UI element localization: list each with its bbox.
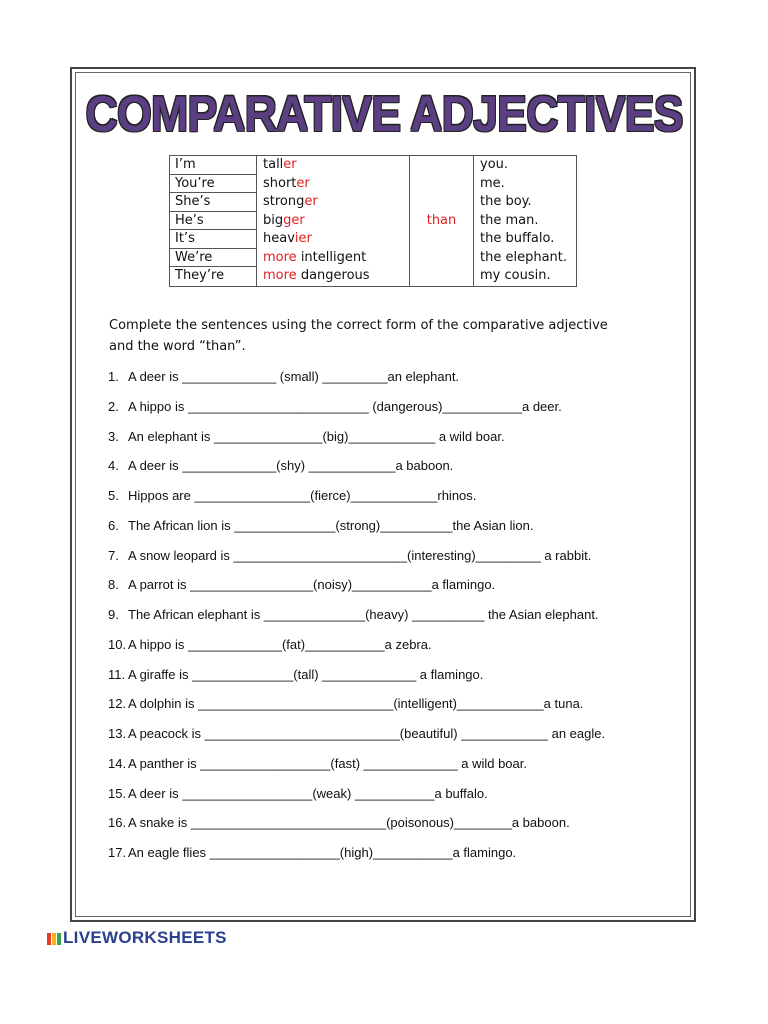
exercise-number: 17. <box>108 845 127 860</box>
object-cell: me. <box>480 175 505 191</box>
exercise-item[interactable] <box>108 753 605 783</box>
exercise-sentence: A parrot is _________________(noisy)___________a flamingo. <box>128 577 496 593</box>
exercise-number: 5. <box>108 488 119 503</box>
exercise-sentence: A dolphin is ___________________________(intelligent)____________a tuna. <box>128 696 584 712</box>
adjective-base: big <box>263 212 284 228</box>
exercise-item[interactable] <box>108 426 605 456</box>
exercise-sentence: A peacock is ___________________________(beautiful) ____________ an eagle. <box>128 726 606 741</box>
subject-cell: They’re <box>175 268 225 283</box>
exercise-item[interactable] <box>108 812 605 842</box>
exercise-number: 6. <box>108 517 119 533</box>
subject-cell: You’re <box>170 175 256 194</box>
objects-column <box>474 156 577 287</box>
exercise-number: 4. <box>108 458 119 474</box>
exercise-list <box>108 366 605 872</box>
exercise-item[interactable] <box>108 634 605 664</box>
object-cell: the boy. <box>480 194 532 209</box>
exercise-sentence: An eagle flies __________________(high)___________a flamingo. <box>128 845 517 860</box>
adjective-base: short <box>263 175 297 191</box>
comparative-grammar-table <box>169 155 577 287</box>
than-cell: than <box>410 156 474 287</box>
exercise-item[interactable] <box>108 485 605 515</box>
exercise-number: 7. <box>108 547 119 563</box>
subject-cell: We’re <box>170 249 256 268</box>
subject-cell: It’s <box>170 230 256 249</box>
logo-blocks-icon <box>47 930 62 950</box>
exercise-sentence: The African lion is ______________(strong)__________the Asian lion. <box>128 517 534 533</box>
adjective-ending: ger <box>283 212 305 228</box>
exercise-item[interactable] <box>108 604 605 634</box>
exercise-item[interactable] <box>108 396 605 426</box>
adjectives-column <box>257 156 410 287</box>
adjective-entry <box>257 156 409 175</box>
adjective-more: more <box>263 249 297 265</box>
adjective-entry <box>257 212 409 231</box>
exercise-sentence: A hippo is _____________(fat)___________a zebra. <box>128 636 432 652</box>
logo-text: LIVEWORKSHEETS <box>63 928 227 947</box>
exercise-item[interactable] <box>108 664 605 694</box>
adjective-base: dangerous <box>296 268 370 283</box>
adjective-entry <box>257 249 409 268</box>
adjective-ending: er <box>283 157 297 172</box>
subject-cell: She’s <box>170 193 256 212</box>
worksheet-title: COMPARATIVE ADJECTIVES <box>85 84 683 142</box>
adjective-base: intelligent <box>296 249 367 265</box>
exercise-item[interactable] <box>108 574 605 604</box>
exercise-sentence: A deer is _____________(shy) ____________a baboon. <box>128 458 454 474</box>
exercise-number: 2. <box>108 398 119 414</box>
exercise-item[interactable] <box>108 366 605 396</box>
subjects-column <box>170 156 257 287</box>
exercise-sentence: A panther is __________________(fast) _____________ a wild boar. <box>128 755 527 771</box>
exercise-sentence: A snow leopard is ________________________(interesting)_________ a rabbit. <box>128 547 592 563</box>
exercise-sentence: An elephant is _______________(big)____________ a wild boar. <box>128 428 505 444</box>
exercise-item[interactable] <box>108 545 605 575</box>
adjective-base: strong <box>263 194 305 209</box>
exercise-item[interactable] <box>108 842 605 872</box>
adjective-entry <box>257 267 409 286</box>
adjective-base: heav <box>263 231 295 246</box>
subject-cell: I’m <box>170 156 256 175</box>
exercise-sentence: A giraffe is ______________(tall) _____________ a flamingo. <box>128 666 484 682</box>
adjective-entry <box>257 193 409 212</box>
object-cell: the buffalo. <box>480 231 555 246</box>
exercise-item[interactable] <box>108 693 605 723</box>
exercise-number: 3. <box>108 428 119 444</box>
exercise-number: 9. <box>108 607 119 622</box>
adjective-base: tall <box>263 157 284 172</box>
exercise-sentence: A hippo is _________________________ (dangerous)___________a deer. <box>128 398 562 414</box>
adjective-ending: er <box>296 175 310 191</box>
liveworksheets-logo[interactable] <box>47 928 227 950</box>
exercise-number: 8. <box>108 577 119 593</box>
exercise-number: 11. <box>108 666 126 682</box>
exercise-number: 15. <box>108 785 127 801</box>
exercise-sentence: Hippos are ________________(fierce)____________rhinos. <box>128 488 477 503</box>
adjective-ending: ier <box>294 231 312 246</box>
object-cell: the elephant. <box>480 249 568 265</box>
exercise-item[interactable] <box>108 783 605 813</box>
adjective-ending: er <box>304 194 318 209</box>
instructions-text: Complete the sentences using the correct form of the comparative adjective and the word “than”. <box>109 318 608 354</box>
exercise-number: 12. <box>108 696 127 712</box>
exercise-item[interactable] <box>108 455 605 485</box>
adjective-entry <box>257 175 409 194</box>
object-cell: my cousin. <box>480 268 551 283</box>
exercise-number: 13. <box>108 726 127 741</box>
object-cell: you. <box>480 157 509 172</box>
adjective-entry <box>257 230 409 249</box>
exercise-sentence: A deer is __________________(weak) ___________a buffalo. <box>128 785 488 801</box>
exercise-sentence: A snake is ___________________________(poisonous)________a baboon. <box>128 815 570 831</box>
exercise-item[interactable] <box>108 723 605 753</box>
exercise-number: 14. <box>108 755 127 771</box>
exercise-sentence: A deer is _____________ (small) _________an elephant. <box>128 369 460 384</box>
adjective-more: more <box>263 268 297 283</box>
subject-cell: He’s <box>170 212 256 231</box>
exercise-number: 1. <box>108 369 119 384</box>
object-cell: the man. <box>480 212 539 228</box>
exercise-item[interactable] <box>108 515 605 545</box>
exercise-sentence: The African elephant is ______________(heavy) __________ the Asian elephant. <box>128 607 599 622</box>
exercise-number: 16. <box>108 815 127 831</box>
exercise-number: 10. <box>108 636 127 652</box>
